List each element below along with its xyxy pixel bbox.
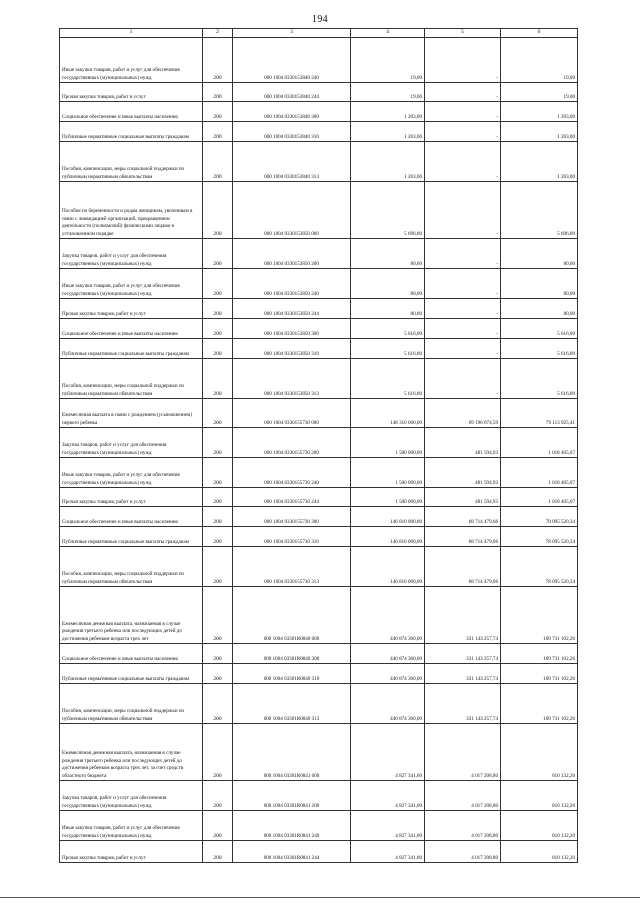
row-name: Социальное обеспечение и иные выплаты населению: [60, 507, 203, 527]
row-name: Социальное обеспечение и иные выплаты населению: [60, 319, 203, 339]
row-executed: 331 143 257,74: [425, 684, 501, 724]
row-name: Ежемесячная выплата в связи с рождением (усыновлением) первого ребенка: [60, 399, 203, 428]
table-row: [60, 841, 578, 863]
row-admin-code: 200: [203, 142, 233, 182]
row-approved: 5 616,00: [351, 319, 425, 339]
row-approved: 1 203,00: [351, 122, 425, 142]
table-row: [60, 182, 578, 239]
row-approved: 5 616,00: [351, 359, 425, 399]
table-row: [60, 507, 578, 527]
row-approved: 80,00: [351, 239, 425, 269]
table-row: [60, 684, 578, 724]
row-budget-code: 000 1004 0330153840 300: [233, 102, 351, 122]
row-executed: 4 017 208,80: [425, 841, 501, 863]
row-name: Публичные нормативные социальные выплаты гражданам: [60, 664, 203, 684]
row-executed: 481 594,93: [425, 458, 501, 488]
row-approved: 80,00: [351, 269, 425, 299]
row-executed: 331 143 257,74: [425, 664, 501, 684]
row-admin-code: 200: [203, 83, 233, 102]
header-col-1: 1: [60, 29, 203, 38]
row-approved: 440 874 360,00: [351, 587, 425, 644]
row-admin-code: 200: [203, 359, 233, 399]
row-name: Иные закупки товаров, работ и услуг для обеспечения государственных (муниципальных) нужд: [60, 458, 203, 488]
row-approved: 1 500 000,00: [351, 488, 425, 507]
row-budget-code: 000 1004 0330155730 000: [233, 399, 351, 428]
row-approved: 4 827 341,00: [351, 841, 425, 863]
row-name: Закупка товаров, работ и услуг для обеспечения государственных (муниципальных) нужд: [60, 428, 203, 458]
row-executed: 4 017 208,80: [425, 781, 501, 811]
table-row: [60, 299, 578, 319]
row-executed: 4 017 208,80: [425, 811, 501, 841]
row-name: Закупка товаров, работ и услуг для обеспечения государственных (муниципальных) нужд: [60, 239, 203, 269]
row-budget-code: 000 1004 03301R0840 310: [233, 664, 351, 684]
row-approved: 146 810 000,00: [351, 527, 425, 547]
row-admin-code: 200: [203, 239, 233, 269]
row-unexecuted: 78 095 520,34: [501, 547, 578, 587]
header-col-4: 4: [351, 29, 425, 38]
table-row: [60, 83, 578, 102]
row-approved: 1 203,00: [351, 102, 425, 122]
row-budget-code: 000 1004 0330153850 313: [233, 359, 351, 399]
row-unexecuted: 1 018 405,07: [501, 458, 578, 488]
row-name: Иные закупки товаров, работ и услуг для обеспечения государственных (муниципальных) нужд: [60, 38, 203, 83]
table-row: [60, 359, 578, 399]
header-col-6: 6: [501, 29, 578, 38]
row-budget-code: 000 1004 03301R0840 300: [233, 644, 351, 664]
row-unexecuted: 80,00: [501, 299, 578, 319]
row-executed: 68 714 479,66: [425, 507, 501, 527]
row-name: Социальное обеспечение и иные выплаты населению: [60, 102, 203, 122]
row-admin-code: 200: [203, 102, 233, 122]
row-executed: 481 594,93: [425, 488, 501, 507]
row-approved: 4 827 341,00: [351, 781, 425, 811]
row-budget-code: 000 1004 0330155730 313: [233, 547, 351, 587]
row-executed: -: [425, 142, 501, 182]
row-budget-code: 000 1004 0330153840 313: [233, 142, 351, 182]
row-unexecuted: 5 696,00: [501, 182, 578, 239]
table-row: [60, 122, 578, 142]
row-name: Публичные нормативные социальные выплаты гражданам: [60, 527, 203, 547]
row-unexecuted: 5 616,00: [501, 339, 578, 359]
table-row: [60, 269, 578, 299]
row-unexecuted: 1 203,00: [501, 122, 578, 142]
row-approved: 440 874 360,00: [351, 644, 425, 664]
row-unexecuted: 5 616,00: [501, 359, 578, 399]
row-name: Ежемесячная денежная выплата, назначаемая в случае рождения третьего ребенка или последующих детей до достижения ребенком возраста трех лет, за счет средств областного бюджета: [60, 724, 203, 781]
row-admin-code: 200: [203, 122, 233, 142]
row-name: Пособия, компенсации, меры социальной поддержки по публичным нормативным обязательствам: [60, 684, 203, 724]
row-budget-code: 000 1004 0330155730 300: [233, 507, 351, 527]
row-executed: -: [425, 299, 501, 319]
row-admin-code: 200: [203, 547, 233, 587]
page-number: 194: [312, 14, 328, 25]
row-approved: 440 874 360,00: [351, 664, 425, 684]
row-admin-code: 200: [203, 507, 233, 527]
table-row: [60, 102, 578, 122]
table-row: [60, 239, 578, 269]
row-admin-code: 200: [203, 339, 233, 359]
row-name: Прочая закупка товаров, работ и услуг: [60, 299, 203, 319]
row-admin-code: 200: [203, 527, 233, 547]
row-name: Прочая закупка товаров, работ и услуг: [60, 488, 203, 507]
table-row: [60, 399, 578, 428]
row-approved: 19,00: [351, 38, 425, 83]
row-budget-code: 000 1004 0330153840 310: [233, 122, 351, 142]
row-approved: 440 874 360,00: [351, 684, 425, 724]
row-admin-code: 200: [203, 644, 233, 664]
row-budget-code: 000 1004 0330153840 240: [233, 38, 351, 83]
row-admin-code: 200: [203, 269, 233, 299]
row-approved: 4 827 341,00: [351, 811, 425, 841]
row-executed: -: [425, 269, 501, 299]
row-unexecuted: 19,00: [501, 38, 578, 83]
row-admin-code: 200: [203, 587, 233, 644]
row-admin-code: 200: [203, 684, 233, 724]
row-executed: -: [425, 122, 501, 142]
row-admin-code: 200: [203, 664, 233, 684]
table-row: [60, 664, 578, 684]
table-row: [60, 547, 578, 587]
row-admin-code: 200: [203, 319, 233, 339]
row-approved: 146 810 000,00: [351, 507, 425, 527]
row-executed: -: [425, 239, 501, 269]
row-admin-code: 200: [203, 841, 233, 863]
row-approved: 4 827 341,00: [351, 724, 425, 781]
row-unexecuted: 80,00: [501, 239, 578, 269]
row-unexecuted: 5 616,00: [501, 319, 578, 339]
row-approved: 5 696,00: [351, 182, 425, 239]
row-approved: 1 500 000,00: [351, 428, 425, 458]
row-unexecuted: 78 095 520,34: [501, 507, 578, 527]
row-approved: 80,00: [351, 299, 425, 319]
row-name: Пособия, компенсации, меры социальной поддержки по публичным нормативным обязательствам: [60, 547, 203, 587]
row-name: Иные закупки товаров, работ и услуг для обеспечения государственных (муниципальных) нужд: [60, 811, 203, 841]
row-executed: 69 196 074,59: [425, 399, 501, 428]
row-executed: -: [425, 102, 501, 122]
table-row: [60, 488, 578, 507]
row-admin-code: 200: [203, 182, 233, 239]
row-executed: 481 594,93: [425, 428, 501, 458]
row-executed: -: [425, 182, 501, 239]
row-name: Пособия, компенсации, меры социальной поддержки по публичным нормативным обязательствам: [60, 359, 203, 399]
row-executed: 331 143 257,74: [425, 587, 501, 644]
table-row: [60, 458, 578, 488]
row-unexecuted: 810 132,20: [501, 724, 578, 781]
table-row: [60, 644, 578, 664]
row-executed: -: [425, 319, 501, 339]
row-budget-code: 000 1004 0330153850 300: [233, 319, 351, 339]
row-admin-code: 200: [203, 428, 233, 458]
row-budget-code: 000 1004 0330155730 310: [233, 527, 351, 547]
row-budget-code: 000 1004 03301R0840 313: [233, 684, 351, 724]
header-col-3: 3: [233, 29, 351, 38]
row-executed: 331 143 257,74: [425, 644, 501, 664]
table-header-row: [60, 29, 578, 38]
header-col-5: 5: [425, 29, 501, 38]
row-unexecuted: 1 018 405,07: [501, 488, 578, 507]
row-unexecuted: 1 018 405,07: [501, 428, 578, 458]
row-budget-code: 000 1004 03301R0841 200: [233, 781, 351, 811]
row-name: Ежемесячная денежная выплата, назначаемая в случае рождения третьего ребенка или последующих детей до достижения ребенком возраста трех лет: [60, 587, 203, 644]
row-admin-code: 200: [203, 299, 233, 319]
row-budget-code: 000 1004 03301R0841 240: [233, 811, 351, 841]
row-name: Закупка товаров, работ и услуг для обеспечения государственных (муниципальных) нужд: [60, 781, 203, 811]
row-unexecuted: 1 203,00: [501, 102, 578, 122]
header-col-2: 2: [203, 29, 233, 38]
row-admin-code: 200: [203, 38, 233, 83]
row-unexecuted: 1 203,00: [501, 142, 578, 182]
row-unexecuted: 810 132,20: [501, 811, 578, 841]
row-approved: 148 310 000,00: [351, 399, 425, 428]
row-approved: 1 500 000,00: [351, 458, 425, 488]
table-row: [60, 142, 578, 182]
row-approved: 5 616,00: [351, 339, 425, 359]
table-row: [60, 781, 578, 811]
row-executed: -: [425, 359, 501, 399]
row-name: Публичные нормативные социальные выплаты гражданам: [60, 122, 203, 142]
row-budget-code: 000 1004 0330153850 310: [233, 339, 351, 359]
row-budget-code: 000 1004 0330153850 000: [233, 182, 351, 239]
row-unexecuted: 109 731 102,26: [501, 684, 578, 724]
row-budget-code: 000 1004 0330153850 240: [233, 269, 351, 299]
row-budget-code: 000 1004 03301R0841 244: [233, 841, 351, 863]
row-name: Прочая закупка товаров, работ и услуг: [60, 841, 203, 863]
table-row: [60, 811, 578, 841]
row-budget-code: 000 1004 0330155730 244: [233, 488, 351, 507]
row-name: Пособия, компенсации, меры социальной поддержки по публичным нормативным обязательствам: [60, 142, 203, 182]
row-unexecuted: 80,00: [501, 269, 578, 299]
row-budget-code: 000 1004 03301R0840 000: [233, 587, 351, 644]
row-unexecuted: 78 095 520,34: [501, 527, 578, 547]
row-approved: 146 810 000,00: [351, 547, 425, 587]
row-budget-code: 000 1004 0330155730 200: [233, 428, 351, 458]
row-unexecuted: 109 731 102,26: [501, 664, 578, 684]
row-executed: 68 714 479,66: [425, 527, 501, 547]
row-budget-code: 000 1004 0330153840 244: [233, 83, 351, 102]
row-admin-code: 200: [203, 724, 233, 781]
row-approved: 1 203,00: [351, 142, 425, 182]
row-unexecuted: 19,00: [501, 83, 578, 102]
table-row: [60, 339, 578, 359]
table-row: [60, 38, 578, 83]
row-unexecuted: 810 132,20: [501, 841, 578, 863]
row-budget-code: 000 1004 0330155730 240: [233, 458, 351, 488]
page-bottom-rule: [0, 897, 640, 898]
row-name: Пособие по беременности и родам женщинам, уволенным в связи с ликвидацией организаций, прекращением деятельности (полномочий) физическими лицами в установленном порядке: [60, 182, 203, 239]
row-admin-code: 200: [203, 488, 233, 507]
row-admin-code: 200: [203, 781, 233, 811]
row-admin-code: 200: [203, 458, 233, 488]
row-name: Социальное обеспечение и иные выплаты населению: [60, 644, 203, 664]
row-name: Иные закупки товаров, работ и услуг для обеспечения государственных (муниципальных) нужд: [60, 269, 203, 299]
row-unexecuted: 109 731 102,26: [501, 644, 578, 664]
table-row: [60, 724, 578, 781]
row-unexecuted: 810 132,20: [501, 781, 578, 811]
row-executed: -: [425, 339, 501, 359]
row-executed: -: [425, 38, 501, 83]
table-row: [60, 587, 578, 644]
row-unexecuted: 79 113 925,41: [501, 399, 578, 428]
row-admin-code: 200: [203, 811, 233, 841]
row-budget-code: 000 1004 03301R0841 000: [233, 724, 351, 781]
row-executed: 68 714 479,66: [425, 547, 501, 587]
row-unexecuted: 109 731 102,26: [501, 587, 578, 644]
row-executed: -: [425, 83, 501, 102]
row-budget-code: 000 1004 0330153850 244: [233, 299, 351, 319]
table-row: [60, 527, 578, 547]
row-approved: 19,00: [351, 83, 425, 102]
row-name: Прочая закупка товаров, работ и услуг: [60, 83, 203, 102]
row-name: Публичные нормативные социальные выплаты гражданам: [60, 339, 203, 359]
row-admin-code: 200: [203, 399, 233, 428]
row-executed: 4 017 208,80: [425, 724, 501, 781]
table-row: [60, 319, 578, 339]
budget-execution-table: [59, 28, 578, 863]
table-row: [60, 428, 578, 458]
row-budget-code: 000 1004 0330153850 200: [233, 239, 351, 269]
